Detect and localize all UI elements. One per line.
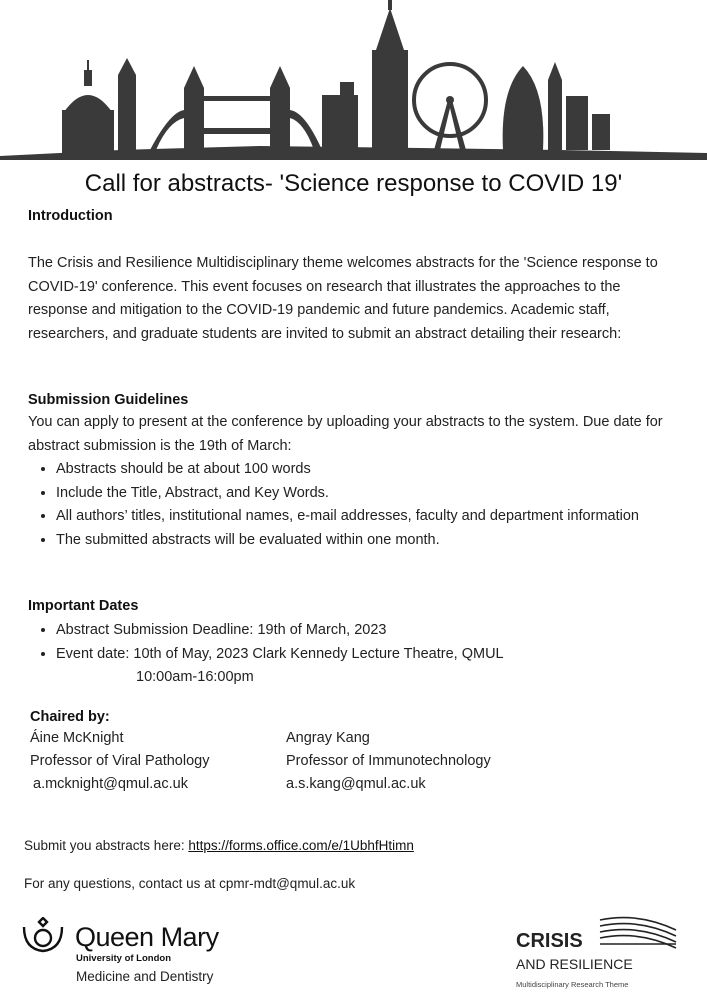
- crisis-resilience-logo: [510, 912, 690, 992]
- intro-body: The Crisis and Resilience Multidisciplinary theme welcomes abstracts for the 'Science response to COVID-19' conference. This event focuses on research that illustrates the approaches to the response and mitigation to the COVID-19 pandemic and future pandemics. Academic staff, researchers, and graduate students are invited to submit an abstract detailing their research:: [28, 255, 658, 342]
- event-item: [56, 643, 696, 690]
- dates-heading: Important Dates: [28, 598, 139, 614]
- dates-list: [28, 619, 696, 690]
- chair-email[interactable]: a.s.kang@qmul.ac.uk: [286, 776, 426, 792]
- crown-icon: [20, 917, 66, 957]
- chair-2: [286, 727, 491, 796]
- logo-cr-word2: AND RESILIENCE: [516, 956, 633, 972]
- list-item: • Include the Title, Abstract, and Key Words.: [56, 482, 696, 506]
- event-date-text: Event date: 10th of May, 2023 Clark Kennedy Lecture Theatre, QMUL: [56, 645, 504, 662]
- logo-cr-tagline: Multidisciplinary Research Theme: [516, 980, 629, 989]
- logo-qm-sub: University of London: [76, 953, 171, 964]
- chair-name: Áine McKnight: [30, 730, 124, 746]
- guidelines-list: [28, 458, 696, 552]
- submit-line: [24, 838, 414, 853]
- chair-email[interactable]: a.mcknight@qmul.ac.uk: [33, 776, 188, 792]
- list-item: • All authors’ titles, institutional names, e-mail addresses, faculty and department information: [56, 505, 696, 529]
- list-item: • Abstracts should be at about 100 words: [56, 458, 696, 482]
- contact-line: For any questions, contact us at cpmr-mdt@qmul.ac.uk: [24, 876, 356, 891]
- event-time: 10:00am-16:00pm: [136, 669, 254, 685]
- chair-role: Professor of Immunotechnology: [286, 753, 491, 769]
- london-skyline-illustration: [0, 0, 707, 160]
- list-item: • The submitted abstracts will be evaluated within one month.: [56, 529, 696, 553]
- logo-cr-word1: CRISIS: [516, 930, 583, 952]
- deadline-item: • Abstract Submission Deadline: 19th of March, 2023: [56, 619, 696, 643]
- logo-qm-name: Queen Mary: [75, 922, 219, 952]
- submit-label: Submit you abstracts here:: [24, 838, 189, 853]
- guidelines-body: You can apply to present at the conference by uploading your abstracts to the system. Due date for abstract submission is the 19th of March:: [28, 414, 663, 454]
- guidelines-heading: Submission Guidelines: [28, 392, 189, 408]
- wave-lines-icon: [598, 912, 678, 952]
- chairs-heading: Chaired by:: [30, 709, 110, 725]
- chair-name: Angray Kang: [286, 730, 370, 746]
- chair-1: [30, 727, 209, 796]
- queen-mary-logo: [20, 915, 230, 990]
- chair-role: Professor of Viral Pathology: [30, 753, 210, 769]
- page-title: Call for abstracts- 'Science response to COVID 19': [84, 170, 623, 197]
- intro-heading: Introduction: [28, 208, 113, 224]
- submit-link[interactable]: https://forms.office.com/e/1UbhfHtimn: [188, 838, 414, 853]
- logo-qm-faculty: Medicine and Dentistry: [76, 969, 214, 984]
